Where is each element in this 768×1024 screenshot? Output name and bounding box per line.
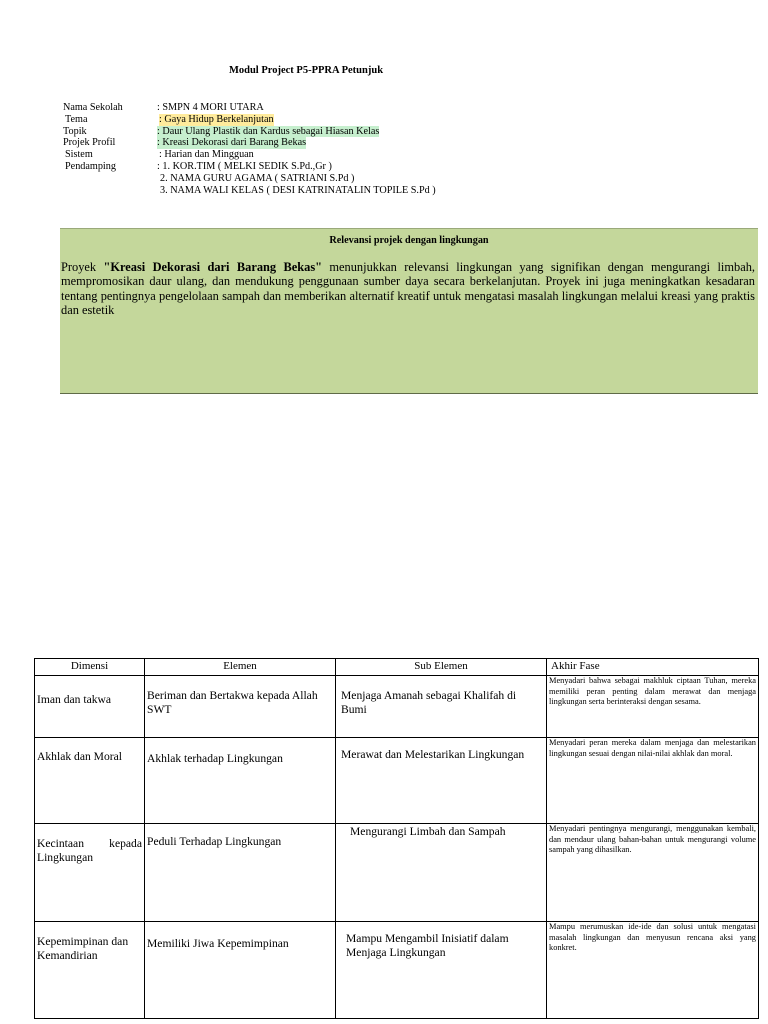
cell-dimensi: Iman dan takwa	[35, 676, 145, 738]
cell-sub-elemen: Merawat dan Melestarikan Lingkungan	[336, 738, 547, 824]
info-row-projek-profil	[63, 137, 436, 149]
table-row	[35, 676, 759, 738]
info-label: Tema	[65, 113, 88, 125]
header-akhir-fase: Akhir Fase	[547, 659, 759, 676]
competency-table	[34, 658, 759, 1019]
info-row-tema	[63, 114, 436, 126]
info-row-pendamping	[63, 161, 436, 173]
project-info	[63, 102, 436, 196]
info-label: Topik	[63, 125, 87, 137]
cell-dimensi: Kepemimpinan dan Kemandirian	[35, 922, 145, 1019]
info-value: : SMPN 4 MORI UTARA	[157, 102, 264, 113]
cell-sub-elemen: Menjaga Amanah sebagai Khalifah di Bumi	[336, 676, 547, 738]
info-row-nama-sekolah	[63, 102, 436, 114]
info-label: Pendamping	[65, 160, 116, 172]
info-value-highlighted: : Gaya Hidup Berkelanjutan	[159, 113, 274, 125]
info-label: Projek Profil	[63, 137, 116, 149]
cell-dimensi: Akhlak dan Moral	[35, 738, 145, 824]
header-dimensi: Dimensi	[35, 659, 145, 676]
table-row	[35, 738, 759, 824]
cell-sub-elemen: Mampu Mengambil Inisiatif dalam Menjaga Lingkungan	[336, 922, 547, 1019]
relevance-project-name: "Kreasi Dekorasi dari Barang Bekas"	[103, 260, 323, 274]
table-header-row	[35, 659, 759, 676]
info-value-pendamping-2: 2. NAMA GURU AGAMA ( SATRIANI S.Pd )	[160, 172, 355, 184]
table-row	[35, 824, 759, 922]
header-sub-elemen: Sub Elemen	[336, 659, 547, 676]
cell-elemen: Beriman dan Bertakwa kepada Allah SWT	[145, 676, 336, 738]
cell-elemen: Memiliki Jiwa Kepemimpinan	[145, 922, 336, 1019]
info-label: Nama Sekolah	[63, 102, 123, 113]
header-elemen: Elemen	[145, 659, 336, 676]
info-label: Sistem	[65, 149, 93, 161]
relevance-text	[61, 260, 755, 318]
cell-akhir-fase: Mampu merumuskan ide-ide dan solusi untuk mengatasi masalah lingkungan dan menyusun rencana aksi yang konkret.	[547, 922, 759, 1019]
document-title: Modul Project P5-PPRA Petunjuk	[228, 65, 384, 76]
cell-akhir-fase: Menyadari pentingnya mengurangi, menggunakan kembali, dan mendaur ulang bahan-bahan untuk mengurangi volume sampah yang dihasilkan.	[547, 824, 759, 922]
relevance-box	[60, 228, 758, 394]
table-row	[35, 922, 759, 1019]
relevance-title: Relevansi projek dengan lingkungan	[329, 235, 489, 246]
cell-akhir-fase: Menyadari peran mereka dalam menjaga dan melestarikan lingkungan sesuai dengan nilai-nilai akhlak dan moral.	[547, 738, 759, 824]
cell-elemen: Peduli Terhadap Lingkungan	[145, 824, 336, 922]
info-value-highlighted: : Kreasi Dekorasi dari Barang Bekas	[157, 137, 307, 149]
cell-sub-elemen: Mengurangi Limbah dan Sampah	[336, 824, 547, 922]
relevance-text-prefix: Proyek	[61, 260, 104, 274]
cell-dimensi: Kecintaan kepada Lingkungan	[35, 824, 145, 922]
cell-elemen: Akhlak terhadap Lingkungan	[145, 738, 336, 824]
info-value: : Harian dan Mingguan	[159, 149, 254, 161]
info-value-pendamping-3: 3. NAMA WALI KELAS ( DESI KATRINATALIN TOPILE S.Pd )	[160, 184, 436, 196]
info-value: : 1. KOR.TIM ( MELKI SEDIK S.Pd.,Gr )	[157, 160, 332, 172]
info-row-topik	[63, 126, 436, 138]
info-value-highlighted: : Daur Ulang Plastik dan Kardus sebagai Hiasan Kelas	[157, 125, 380, 137]
cell-akhir-fase: Menyadari bahwa sebagai makhluk ciptaan Tuhan, mereka memiliki peran penting dalam merawat dan menjaga lingkungan serta berinteraksi dengan sesama.	[547, 676, 759, 738]
relevance-text-rest: menunjukkan relevansi lingkungan yang signifikan dengan mengurangi limbah, mempromosikan daur ulang, dan mendukung penggunaan sumber daya secara berkelanjutan. Proyek ini juga meningkatkan kesadaran tentang pentingnya pengelolaan sampah dan memberikan alternatif kreatif untuk mengatasi masalah lingkungan melalui kreasi yang praktis dan estetik	[61, 260, 756, 318]
info-row-sistem	[63, 149, 436, 161]
